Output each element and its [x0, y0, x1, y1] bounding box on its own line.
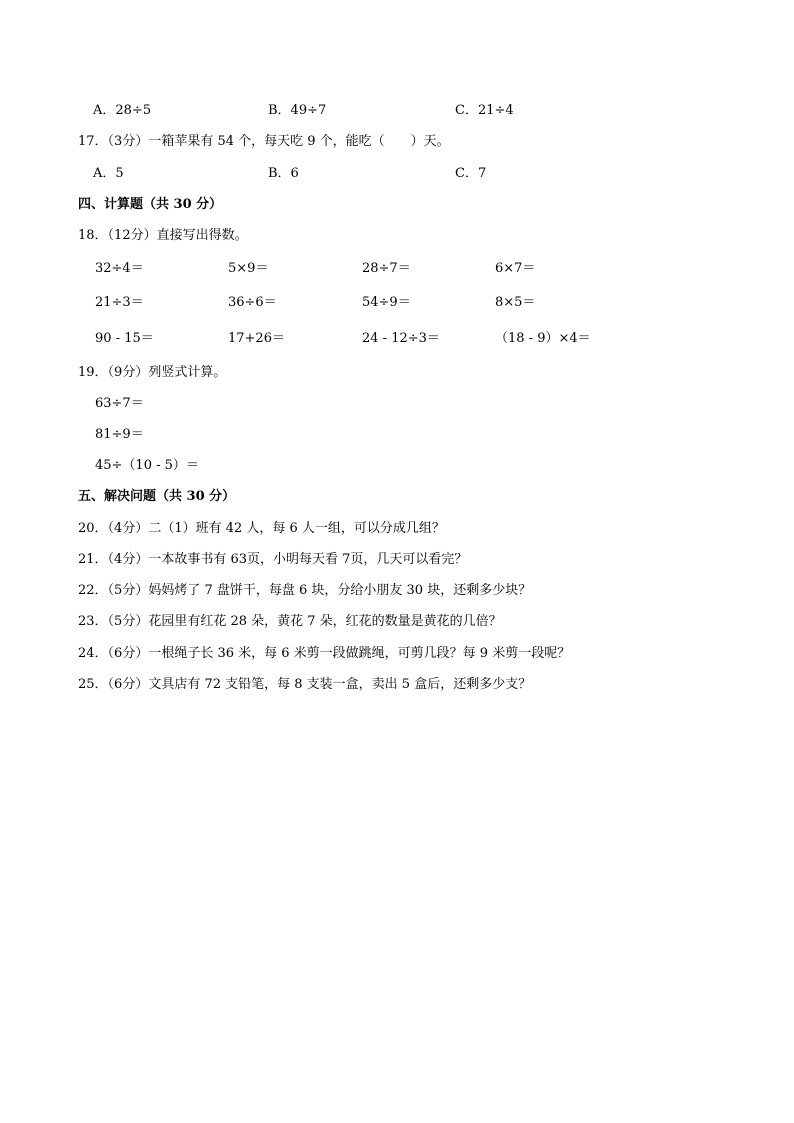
q19-item: 63÷7＝ [95, 396, 144, 411]
question-24: 24．（6分）一根绳子长 36 米，每 6 米剪一段做跳绳，可剪几段？每 9 米剪一段呢？ [78, 646, 571, 661]
q18-item: 36÷6＝ [228, 295, 277, 310]
q16-option-a: A．28÷5 [93, 103, 152, 118]
q18-item: （18 - 9）×4＝ [495, 331, 591, 346]
q18-item: 8×5＝ [495, 295, 536, 310]
q18-item: 28÷7＝ [362, 261, 411, 276]
q19-stem: 19．（9分）列竖式计算。 [78, 365, 227, 380]
q17-option-b: B．6 [268, 166, 299, 181]
section-4-heading: 四、计算题（共 30 分） [78, 197, 223, 212]
question-22: 22．（5分）妈妈烤了 7 盘饼干，每盘 6 块，分给小朋友 30 块，还剩多少块？ [78, 583, 532, 598]
question-20: 20．（4分）二（1）班有 42 人，每 6 人一组，可以分成几组？ [78, 521, 445, 536]
q18-item: 17+26＝ [228, 331, 285, 346]
q16-option-c: C．21÷4 [455, 103, 514, 118]
q16-option-b: B．49÷7 [268, 103, 327, 118]
q18-item: 90 - 15＝ [95, 331, 154, 346]
q17-stem: 17．（3分）一箱苹果有 54 个，每天吃 9 个，能吃（ ）天。 [78, 134, 450, 149]
q19-item: 45÷（10 - 5）＝ [95, 458, 199, 473]
question-25: 25．（6分）文具店有 72 支铅笔，每 8 支装一盒，卖出 5 盒后，还剩多少支？ [78, 677, 532, 692]
q18-item: 24 - 12÷3＝ [362, 331, 440, 346]
q18-item: 5×9＝ [228, 261, 269, 276]
q18-stem: 18．（12分）直接写出得数。 [78, 228, 248, 243]
q18-item: 32÷4＝ [95, 261, 144, 276]
q18-item: 6×7＝ [495, 261, 536, 276]
question-23: 23．（5分）花园里有红花 28 朵，黄花 7 朵，红花的数量是黄花的几倍？ [78, 614, 502, 629]
section-5-heading: 五、解决问题（共 30 分） [78, 489, 236, 504]
q18-item: 21÷3＝ [95, 295, 144, 310]
q17-option-c: C．7 [455, 166, 487, 181]
q18-item: 54÷9＝ [362, 295, 411, 310]
q17-option-a: A．5 [93, 166, 124, 181]
q19-item: 81÷9＝ [95, 427, 144, 442]
question-21: 21．（4分）一本故事书有 63页，小明每天看 7页，几天可以看完？ [78, 552, 468, 567]
